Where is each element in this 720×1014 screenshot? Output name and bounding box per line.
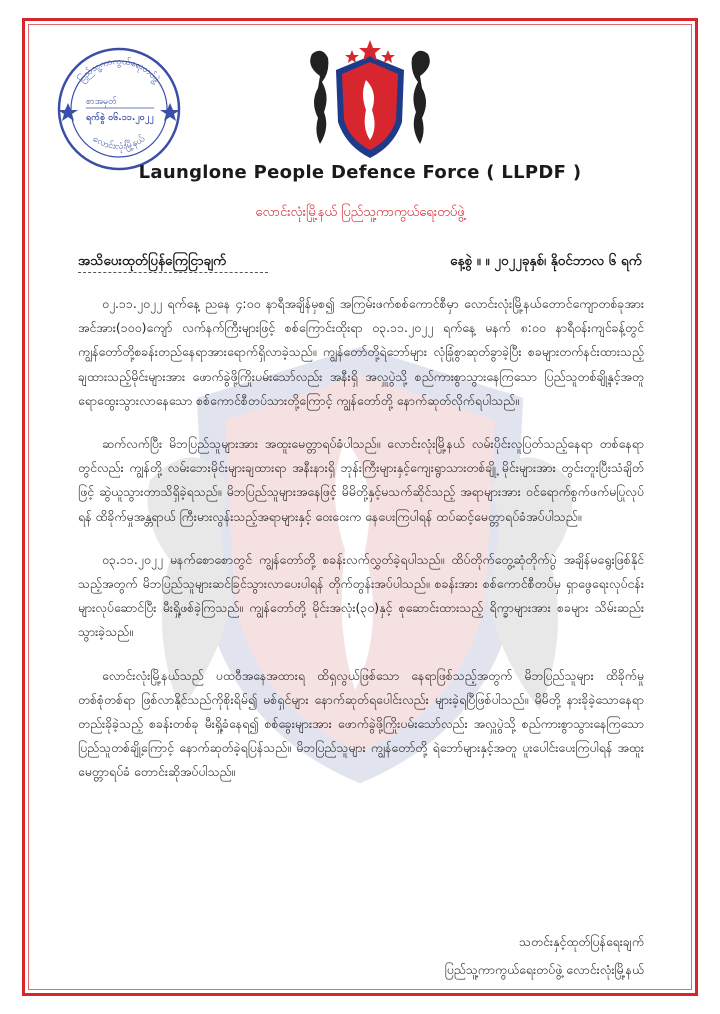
stamp-top-text: ပြည်သူ့ကာကွယ်ရေးတပ်ဖွဲ့: [76, 56, 162, 85]
star-icon: [58, 103, 78, 121]
star-icon: [160, 103, 180, 121]
signature-org: ပြည်သူ့ကာကွယ်ရေးတပ်ဖွဲ့ လောင်းလုံးမြို့နယ်: [444, 962, 644, 977]
notice-date: နေ့စွဲ ။ ။ ၂၀၂၂ခုနှစ်၊ နိုဝင်ဘာလ ၆ ရက်: [450, 253, 642, 269]
stamp-number-label: စာအမှတ်: [86, 97, 117, 107]
stamp-bottom-text: လောင်းလုံးမြို့နယ်: [91, 134, 147, 153]
svg-text:ပြည်သူ့ကာကွယ်ရေးတပ်ဖွဲ့: [75, 56, 163, 87]
paragraph: ၀၂.၁၁.၂၀၂၂ ရက်နေ့ ညနေ ၄:၀၀ နာရီအချိန်မှစ၍ အကြမ်းဖက်စစ်ကောင်စီမှာ လောင်းလုံးမြို့နယ်တောင်ကျောတစ်ခုအား အင်အား(၁၀၀)ကျော် လက်နက်ကြီးများဖြင့် စစ်ကြောင်းထိုးရာ ၀၃.၁၁.၂၀၂၂ ရက်နေ့ မနက် ၈:၀၀ နာရီဝန်းကျင်ခန့်တွင် ကျွန်တော်တို့စခန်းတည်နေရာအားရောက်ရှိလာခဲ့သည်။ ကျွန်တော်တို့ရဲဘော်များ လုံခြုံစွာဆုတ်ခွာခဲ့ပြီး စခများတက်နင်းထားသည့် ချထားသည့်မိုင်းများအား ဖောက်ခွဲဖို့ကြိုးပမ်းသော်လည်း အနီးရှိ အလှူပွဲသို့ စည်ကားစွာသွားနေကြသော ပြည်သူတစ်ချို့နှင့်အတူ ရောထွေးသွားလာနေသော စစ်ကောင်စီတပ်သားတို့ကြောင့် ကျွန်တော်တို့ နောက်ဆုတ်လိုက်ရပါသည်။: [78, 296, 644, 408]
title-underline: [78, 272, 268, 273]
stamp-date: ရက်စွဲ ၀၆.၁၁.၂၀၂၂: [86, 113, 154, 123]
paragraph: ၀၃.၁၁.၂၀၂၂ မနက်စောစောတွင် ကျွန်တော်တို့ စခန်းလက်လွှတ်ခဲ့ရပါသည်။ ထိပ်တိုက်တွေ့ဆုံတိုက်ပွဲ အချိန်မရွေးဖြစ်နိုင်သည့်အတွက် မိဘပြည်သူများဆင်ခြင်သွားလာပေးပါရန် တိုက်တွန်းအပ်ပါသည်။ စခန်းအား စစ်ကောင်စီတပ်မှ ရှာဖွေရေးလုပ်ငန်းများလုပ်ဆောင်ပြီး မီးရှို့ဖစ်ခဲ့ကြသည်။ ကျွန်တော်တို့ မိုင်းအလုံး(၃၀)နှင့် စုဆောင်းထားသည့် ရိက္ခာများအား စခများ သိမ်းဆည်းသွားခဲ့သည်။: [78, 551, 644, 640]
svg-text:လောင်းလုံးမြို့နယ်: [91, 133, 147, 153]
org-name-myanmar: လောင်းလုံးမြို့နယ် ပြည်သူ့ကာကွယ်ရေးတပ်ဖွဲ့: [255, 205, 465, 220]
org-name-english: Launglone People Defence Force ( LLPDF ): [138, 162, 582, 183]
paragraph: ဆက်လက်ပြီး မိဘပြည်သူများအား အထူးမေတ္တာရပ်ခံပါသည်။ လောင်းလုံးမြို့နယ် လမ်းပိုင်းလူပြတ်သည့်နေရာ တစ်နေရာတွင်လည်း ကျွန်တို့ လမ်းဘေးမိုင်းများချထားရာ အနီးနားရှိ ဘုန်းကြီးများနှင့်ကျေးရွာသားတစ်ချို့ မိုင်းများအား တွင်းတူးပြီးသံချိတ်ဖြင့် ဆွဲယူသွားတာသိရှိခဲ့ရသည်။ မိဘပြည်သူများအနေဖြင့် မိမိတို့နှင့်မသက်ဆိုင်သည့် အရာများအား ဝင်ရောက်စွက်ဖက်မပြုလုပ်ရန် ထိခိုက်မှုအန္တရာယ် ကြီးမားလွန်းသည့်အရာများနှင့် ဝေးဝေးက နေပေးကြပါရန် ထပ်ဆင့်မေတ္တာရပ်ခံအပ်ပါသည်။: [78, 436, 644, 524]
notice-title: အသိပေးထုတ်ပြန်ကြေငြာချက်: [78, 253, 227, 269]
official-stamp: [56, 46, 182, 172]
notice-body: [78, 292, 644, 804]
llpdf-logo-icon: [300, 36, 440, 164]
paragraph: လောင်းလုံးမြို့နယ်သည် ပထဝီအနေအထားရ ထိရှလွယ်ဖြစ်သော နေရာဖြစ်သည့်အတွက် မိဘပြည်သူများ ထိခိုက်မှုတစ်စုံတစ်ရာ ဖြစ်လာနိုင်သည်ကိုစိုးရိမ်၍ မစ်ရှင်များ နောက်ဆုတ်ရပေါင်းလည်း များခဲ့ရပြီဖြစ်ပါသည်။ မိမိတို့ နားခိုခဲ့သောနေရာ တည်းခိုခဲ့သည့် စခန်းတစ်ခု မီးရှို့ခံနေရ၍ စစ်ခွေးများအား ဖောက်ခွဲဖို့ကြိုးပမ်းသော်လည်း အလှူပွဲသို့ စည်ကားစွာသွားနေကြသော ပြည်သူတစ်ချို့ကြောင့် နောက်ဆုတ်ခဲ့ရပြန်သည်။ မိဘပြည်သူများ ကျွန်တော်တို့ ရဲဘော်များနှင့်အတူ ပူးပေါင်းပေးကြပါရန် အထူးမေတ္တာရပ်ခံ တောင်းဆိုအပ်ပါသည်။: [78, 667, 644, 780]
signature-title: သတင်းနှင့်ထုတ်ပြန်ရေးချက်: [519, 934, 644, 949]
